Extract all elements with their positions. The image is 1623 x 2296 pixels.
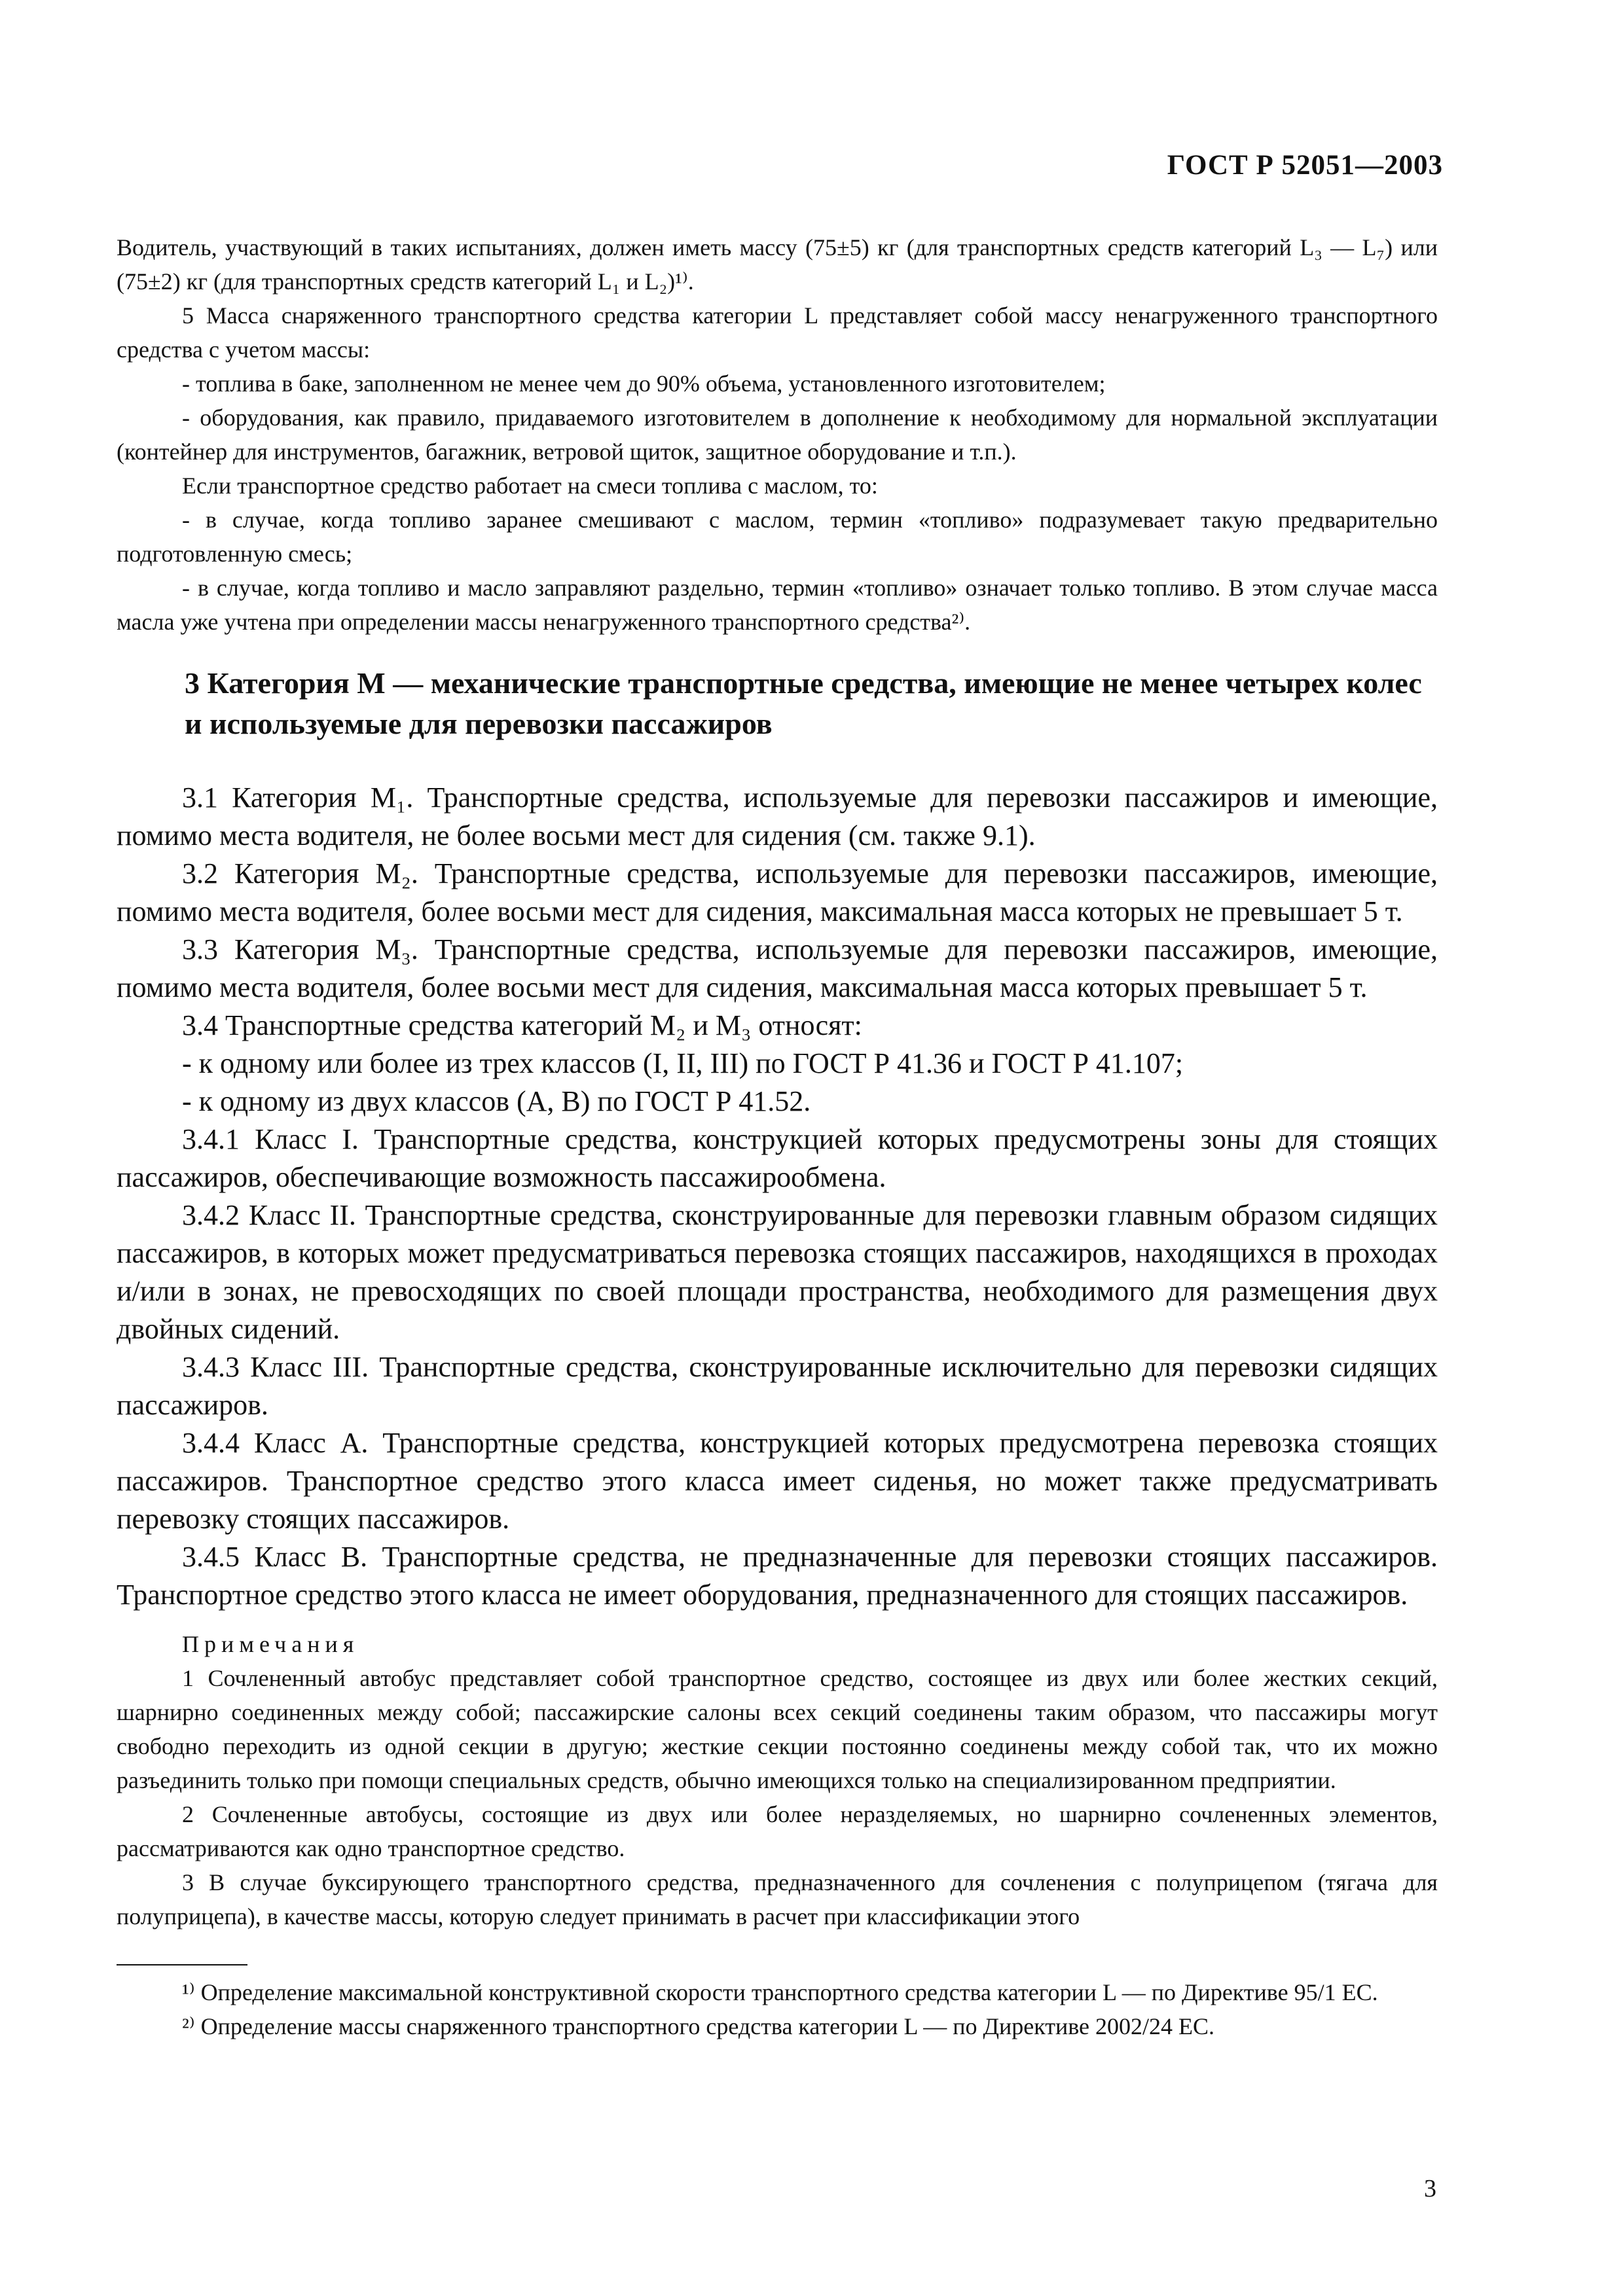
paragraph: 3.2 Категория M₂. Транспортные средства, используемые для перевозки пассажиров, имеющие, помимо места водителя, более восьми мест для сидения, максимальная масса которых не превышает 5 т.: [117, 857, 1438, 927]
paragraph: - оборудования, как правило, придаваемого изготовителем в дополнение к необходимому для нормальной эксплуатации (контейнер для инструментов, багажник, ветровой щиток, защитное оборудование и т.п.).: [117, 404, 1438, 465]
note-item: 2 Сочлененные автобусы, состоящие из двух или более неразделяемых, но шарнирно сочлененных элементов, рассматриваются как одно транспортное средство.: [117, 1801, 1438, 1861]
section-body: [117, 779, 1438, 1614]
notes-block: [117, 1627, 1438, 1933]
paragraph: - топлива в баке, заполненном не менее чем до 90% объема, установленного изготовителем;: [182, 370, 1106, 397]
note-item: 3 В случае буксирующего транспортного средства, предназначенного для сочленения с полуприцепом (тягача для полуприцепа), в качестве массы, которую следует принимать в расчет при классификации этого: [117, 1869, 1438, 1929]
paragraph: - к одному из двух классов (А, В) по ГОСТ Р 41.52.: [182, 1085, 811, 1117]
paragraph: 3.4.2 Класс II. Транспортные средства, сконструированные для перевозки главным образом сидящих пассажиров, в которых может предусматриваться перевозка стоящих пассажиров, находящихся в проходах и/или в зонах, не превосходящих по своей площади пространства, необходимого для размещения двух двойных сидений.: [117, 1199, 1438, 1345]
paragraph: 3.4.5 Класс В. Транспортные средства, не предназначенные для перевозки стоящих пассажиров. Транспортное средство этого класса не имеет оборудования, предназначенного для стоящих пассажиров.: [117, 1541, 1438, 1611]
footnotes-block: [117, 1975, 1438, 2043]
paragraph: Водитель, участвующий в таких испытаниях, должен иметь массу (75±5) кг (для транспортных средств категорий L₃ — L₇) или (75±2) кг (для транспортных средств категорий L₁ и L₂)¹⁾.: [117, 234, 1438, 295]
paragraph: - к одному или более из трех классов (I, II, III) по ГОСТ Р 41.36 и ГОСТ Р 41.107;: [182, 1047, 1184, 1079]
section-heading: 3 Категория М — механические транспортные средства, имеющие не менее четырех колес и используемые для перевозки пассажиров: [185, 666, 1422, 740]
paragraph: 3.4.1 Класс I. Транспортные средства, конструкцией которых предусмотрены зоны для стоящих пассажиров, обеспечивающие возможность пассажирообмена.: [117, 1123, 1438, 1193]
footnote-divider: [117, 1964, 247, 1965]
footnote: ²⁾ Определение массы снаряженного транспортного средства категории L — по Директиве 2002/24 ЕС.: [182, 2013, 1215, 2039]
notes-title: Примечания: [182, 1631, 359, 1657]
footnote: ¹⁾ Определение максимальной конструктивной скорости транспортного средства категории L — по Директиве 95/1 ЕС.: [182, 1979, 1378, 2005]
note-item: 1 Сочлененный автобус представляет собой транспортное средство, состоящее из двух или более жестких секций, шарнирно соединенных между собой; пассажирские салоны всех секций соединены таким образом, что пассажиры могут свободно переходить из одной секции в другую; жесткие секции постоянно соединены между собой так, что их можно разъединить только при помощи специальных средств, обычно имеющихся только на специализированном предприятии.: [117, 1665, 1438, 1793]
document-code: ГОСТ Р 52051—2003: [1167, 150, 1443, 181]
paragraph: 3.4 Транспортные средства категорий M₂ и M₃ относят:: [182, 1009, 862, 1041]
paragraph: 3.4.4 Класс А. Транспортные средства, конструкцией которых предусмотрена перевозка стоящих пассажиров. Транспортное средство этого класса имеет сиденья, но может также предусматривать перевозку стоящих пассажиров.: [117, 1427, 1438, 1535]
paragraph: 3.1 Категория M₁. Транспортные средства, используемые для перевозки пассажиров и имеющие, помимо места водителя, не более восьми мест для сидения (см. также 9.1).: [117, 781, 1438, 852]
top-text-block: [117, 230, 1438, 639]
paragraph: - в случае, когда топливо заранее смешивают с маслом, термин «топливо» подразумевает такую предварительно подготовленную смесь;: [117, 507, 1438, 567]
paragraph: Если транспортное средство работает на смеси топлива с маслом, то:: [182, 473, 878, 499]
paragraph: 3.4.3 Класс III. Транспортные средства, сконструированные исключительно для перевозки сидящих пассажиров.: [117, 1351, 1438, 1421]
paragraph: 3.3 Категория M₃. Транспортные средства, используемые для перевозки пассажиров, имеющие, помимо места водителя, более восьми мест для сидения, максимальная масса которых превышает 5 т.: [117, 933, 1438, 1003]
paragraph: - в случае, когда топливо и масло заправляют раздельно, термин «топливо» означает только топливо. В этом случае масса масла уже учтена при определении массы ненагруженного транспортного средства²⁾.: [117, 575, 1438, 635]
paragraph: 5 Масса снаряженного транспортного средства категории L представляет собой массу ненагруженного транспортного средства с учетом массы:: [117, 302, 1438, 363]
page-number: 3: [1424, 2175, 1436, 2202]
